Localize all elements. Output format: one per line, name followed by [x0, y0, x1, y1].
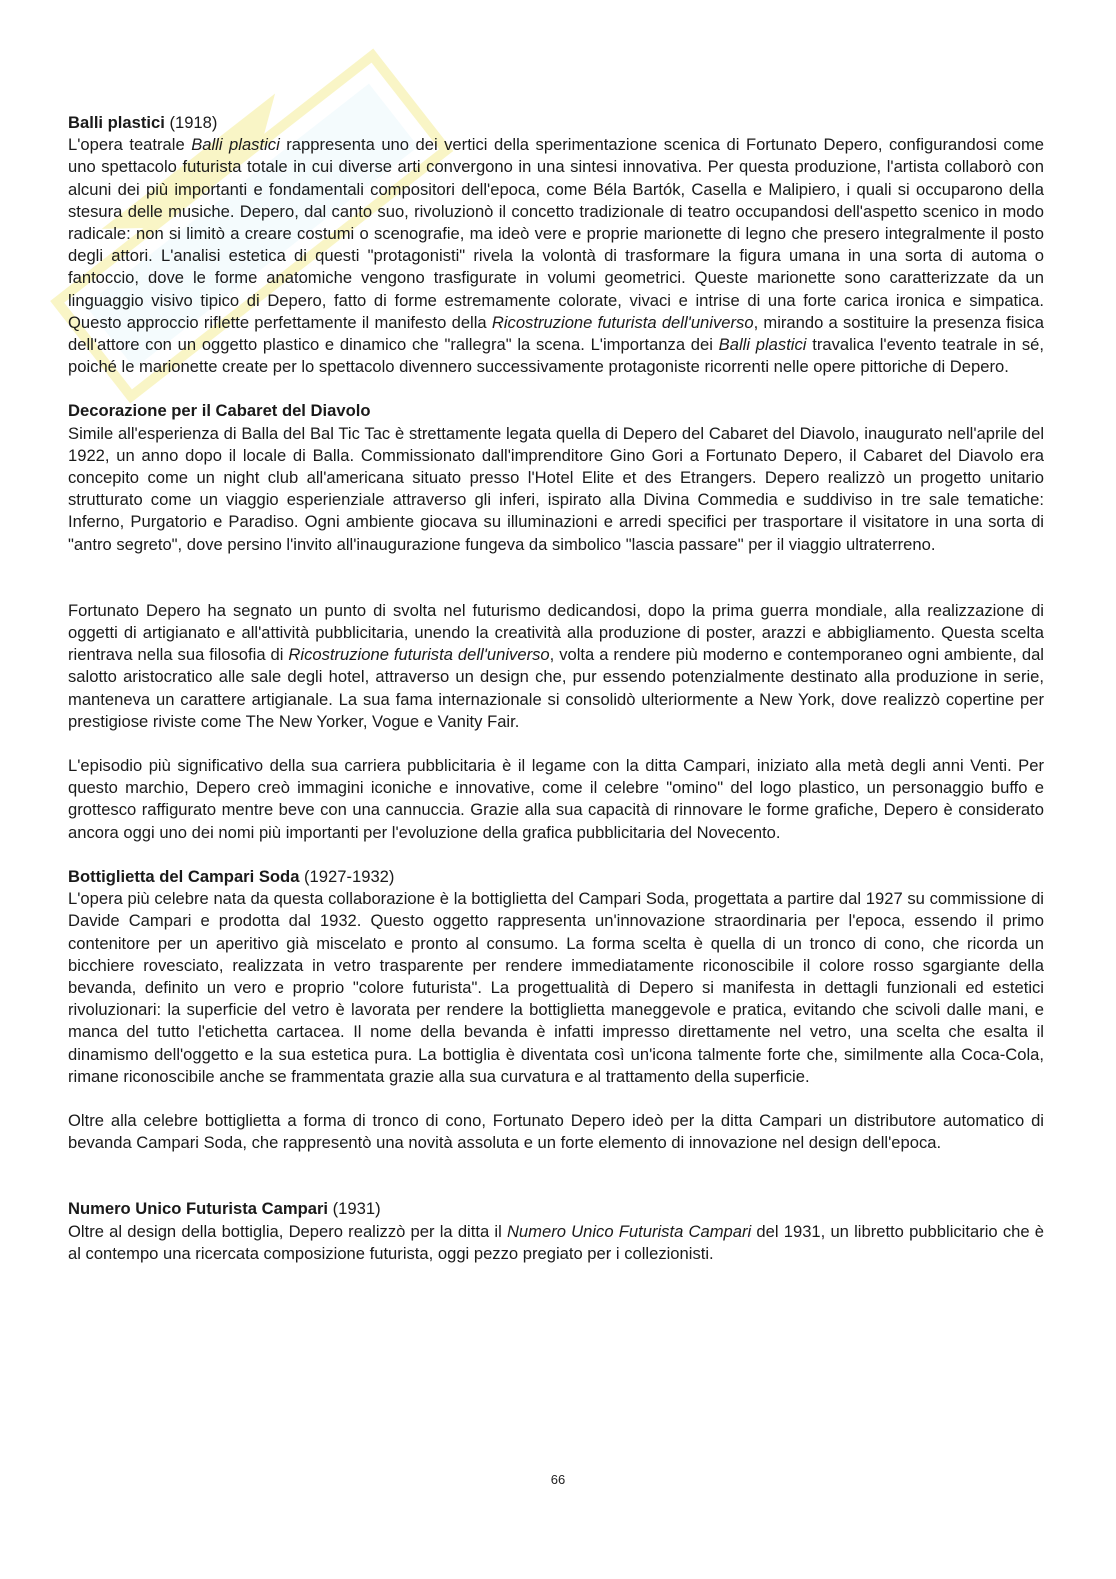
italic-title: Ricostruzione futurista dell'universo: [491, 312, 754, 332]
paragraph-text: L'opera più celebre nata da questa collaborazione è la bottiglietta del Campari Soda, progettata a partire dal 1927 su commissione di Davide Campari e prodotta dal 1932. Questo oggetto rappresenta un'innovazione straordinaria per l'epoca, essendo il primo contenitore per un aperitivo già miscelato e pronto al consumo. La forma scelta è quella di un tronco di cono, che ricorda un bicchiere rovesciato, realizzata in vetro trasparente per rendere immediatamente riconoscibile il colore rosso sgargiante della bevanda, definito un vero e proprio "colore futurista". La progettualità di Depero si manifesta in dettagli funzionali ed estetici rivoluzionari: la superficie del vetro è lavorata per rendere la bottiglietta maneggevole e pratica, evitando che scivoli dalle mani, e manca del tutto l'etichetta cartacea. Il nome della bevanda è infatti impresso direttamente nel vetro, una scelta che esalta il dinamismo dell'oggetto e la sua estetica pura. La bottiglia è diventata così un'icona talmente forte che, similmente alla Coca-Cola, rimane riconoscibile anche se frammentata grazie alla sua curvatura e al trattamento della superficie.: [68, 889, 1044, 1086]
section-date: (1927-1932): [299, 866, 395, 886]
paragraph-text: Simile all'esperienza di Balla del Bal Tic Tac è strettamente legata quella di Depero del Cabaret del Diavolo, inaugurato nell'aprile del 1922, un anno dopo il locale di Balla. Commissionato dall'imprenditore Gino Gori a Fortunato Depero, il Cabaret del Diavolo era concepito come un night club all'americana situato presso l'Hotel Elite et des Etrangers. Depero realizzò un progetto unitario strutturato come un viaggio esperienziale attraverso gli inferi, ispirato alla Divina Commedia e suddiviso in tre sale tematiche: Inferno, Purgatorio e Paradiso. Ogni ambiente giocava su illuminazioni e arredi specifici per trasportare il visitatore in una sorta di "antro segreto", dove persino l'invito all'inaugurazione fungeva da simbolico "lascia passare" per il viaggio ultraterreno.: [68, 423, 1044, 554]
italic-title: Balli plastici: [191, 135, 280, 155]
pubblicita-paragraph-2: L'episodio più significativo della sua carriera pubblicitaria è il legame con la ditta Campari, iniziato alla metà degli anni Venti. Per questo marchio, Depero creò immagini iconiche e innovative, come il celebre "omino" del logo plastico, un personaggio buffo e grottesco raffigurato mentre beve con una cannuccia. Grazie alla sua capacità di rinnovare le forme grafiche, Depero è considerato ancora oggi uno dei nomi più importanti per l'evoluzione della grafica pubblicitaria del Novecento.: [68, 756, 1044, 842]
cabaret-diavolo-section: [68, 400, 1044, 555]
italic-title: Ricostruzione futurista dell'universo: [288, 645, 550, 665]
document-page: [68, 112, 1044, 1265]
bottiglietta-section: [68, 866, 1044, 1088]
bottiglietta-paragraph-2: Oltre alla celebre bottiglietta a forma di tronco di cono, Fortunato Depero ideò per la ditta Campari un distributore automatico di bevanda Campari Soda, che rappresentò una novità assoluta e un forte elemento di innovazione nel design dell'epoca.: [68, 1110, 1044, 1153]
balli-plastici-section: [68, 112, 1044, 378]
pubblicita-paragraph-1: [68, 600, 1044, 733]
page-number: 66: [550, 1472, 566, 1487]
section-title: Balli plastici: [68, 113, 165, 132]
paragraph-text: del 1931, un libretto pubblicitario che è al contempo una ricercata composizione futurista, oggi pezzo pregiato per i collezionisti.: [68, 1221, 1044, 1263]
italic-title: Balli plastici: [718, 335, 807, 355]
section-title: Decorazione per il Cabaret del Diavolo: [68, 401, 371, 421]
paragraph-text: , volta a rendere più moderno e contemporaneo ogni ambiente, dal salotto aristocratico alle sale degli hotel, attraverso un design che, pur essendo potenzialmente destinato alla produzione in serie, manteneva un carattere artigianale. La sua fama internazionale si consolidò ulteriormente a New York, dove realizzò copertine per prestigiose riviste come The New Yorker, Vogue e Vanity Fair.: [68, 645, 1044, 731]
paragraph-text: , mirando a sostituire la presenza fisica dell'attore con un oggetto plastico e dinamico che "rallegra" la scena. L'importanza dei: [68, 312, 1044, 355]
paragraph-text: L'opera teatrale: [68, 135, 192, 155]
section-title: Numero Unico Futurista Campari: [68, 1199, 329, 1219]
section-title: Bottiglietta del Campari Soda: [68, 866, 300, 886]
section-date: (1918): [164, 113, 218, 132]
italic-title: Numero Unico Futurista Campari: [506, 1221, 752, 1241]
paragraph-text: Fortunato Depero ha segnato un punto di svolta nel futurismo dedicandosi, dopo la prima guerra mondiale, alla realizzazione di oggetti di artigianato e all'attività pubblicitaria, unendo la creatività alla produzione di poster, arazzi e abbigliamento. Questa scelta rientrava nella sua filosofia di: [68, 600, 1044, 665]
paragraph-text: rappresenta uno dei vertici della sperimentazione scenica di Fortunato Depero, configurandosi come uno spettacolo futurista totale in cui diverse arti convergono in una sintesi innovativa. Per questa produzione, l'artista collaborò con alcuni dei più importanti e fondamentali compositori dell'epoca, come Béla Bartók, Casella e Malipiero, i quali si occuparono della stesura delle musiche. Depero, dal canto suo, rivoluzionò il concetto tradizionale di teatro occupandosi dell'aspetto scenico in modo radicale: non si limitò a creare costumi o scenografie, ma ideò vere e proprie marionette di legno che presero integralmente il posto degli attori. L'analisi estetica di questi "protagonisti" rivela la volontà di trasformare la figura umana in una sorta di automa o fantoccio, dove le forme anatomiche vengono trasfigurate in volumi geometrici. Queste marionette sono caratterizzate da un linguaggio visivo tipico di Depero, fatto di forme estremamente colorate, vivaci e intrise di una forte carica ironica e simpatica. Questo approccio riflette perfettamente il manifesto della: [68, 135, 1044, 332]
numero-unico-section: [68, 1198, 1044, 1265]
paragraph-text: Oltre al design della bottiglia, Depero realizzò per la ditta il: [68, 1221, 507, 1241]
section-date: (1931): [328, 1199, 381, 1219]
paragraph-text: travalica l'evento teatrale in sé, poiché le marionette create per lo spettacolo divennero successivamente protagoniste ricorrenti nelle opere pittoriche di Depero.: [68, 335, 1044, 377]
